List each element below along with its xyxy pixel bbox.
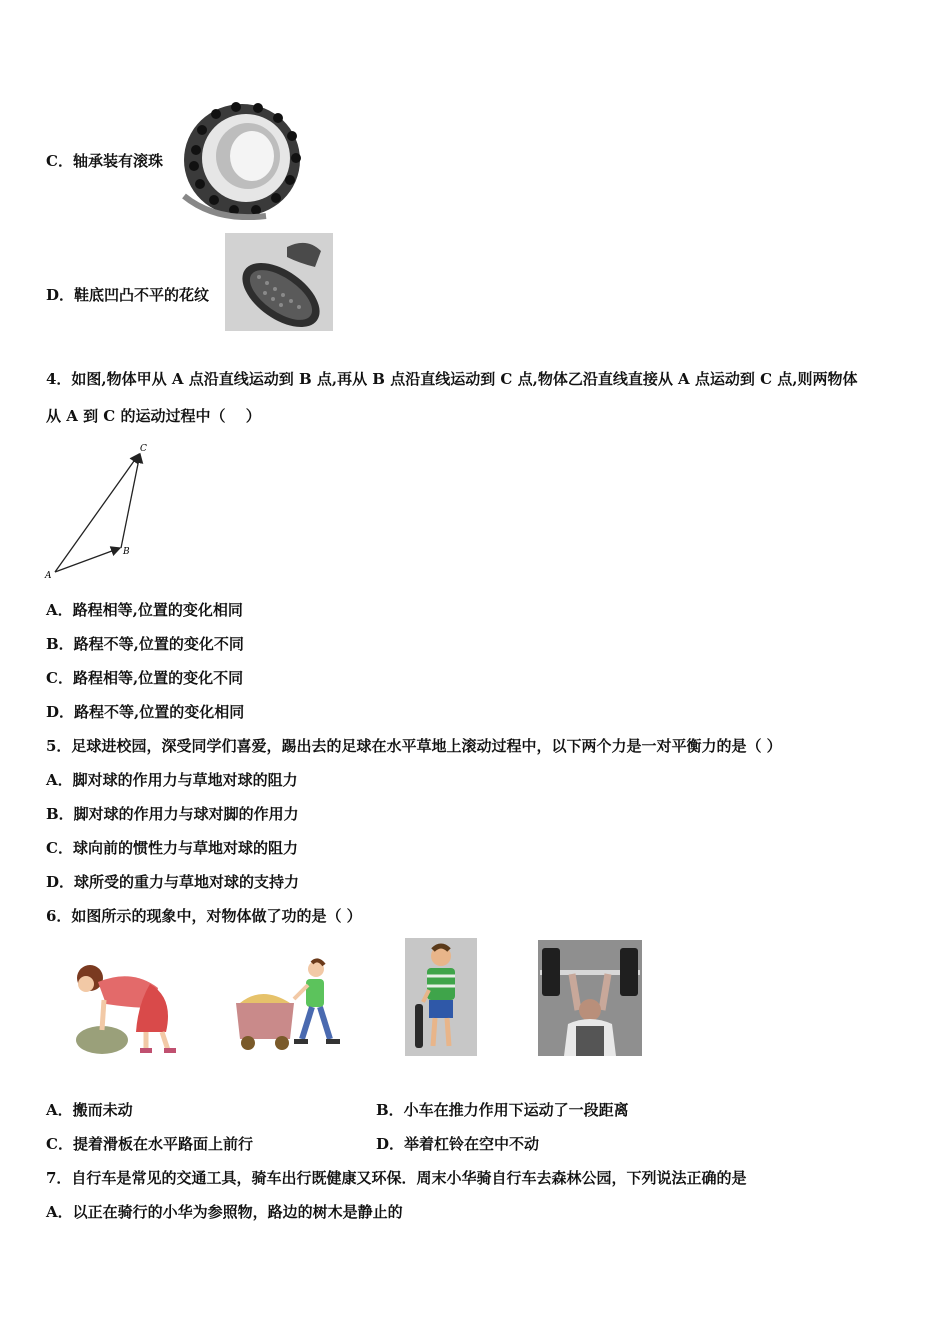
boy-skateboard-image xyxy=(405,938,477,1056)
q4-stem-line1: 4．如图,物体甲从 A 点沿直线运动到 B 点,再从 B 点沿直线运动到 C 点,物体乙沿直线直接从 A 点运动到 C 点,则两物体 xyxy=(46,370,858,388)
path-a-to-b xyxy=(55,548,120,572)
q5-option-d: D．球所受的重力与草地对球的支持力 xyxy=(46,873,300,891)
q5-option-a: A．脚对球的作用力与草地对球的阻力 xyxy=(46,771,298,789)
q3-option-d: D．鞋底凹凸不平的花纹 xyxy=(46,286,210,304)
q4-option-d: D．路程不等,位置的变化相同 xyxy=(46,703,245,721)
shoe-sole-image xyxy=(225,233,333,331)
q3-option-c: C．轴承装有滚珠 xyxy=(46,152,163,170)
label-a: A xyxy=(45,571,52,581)
q7-stem: 7．自行车是常见的交通工具，骑车出行既健康又环保．周末小华骑自行车去森林公园，下列说法正确的是 xyxy=(46,1169,747,1187)
q4-option-c: C．路程相等,位置的变化不同 xyxy=(46,669,244,687)
label-b: B xyxy=(123,547,130,557)
q4-stem-line2: 从 A 到 C 的运动过程中（ ） xyxy=(46,407,261,425)
q4-option-b: B．路程不等,位置的变化不同 xyxy=(46,635,244,653)
bearing-image xyxy=(176,100,304,220)
q5-option-c: C．球向前的惯性力与草地对球的阻力 xyxy=(46,839,298,857)
q6-option-a: A．搬而未动 xyxy=(46,1101,133,1119)
q7-option-a: A．以正在骑行的小华为参照物，路边的树木是静止的 xyxy=(46,1203,403,1221)
label-c: C xyxy=(140,444,147,454)
q5-stem: 5．足球进校园，深受同学们喜爱，踢出去的足球在水平草地上滚动过程中，以下两个力是一对平衡力的是（ ） xyxy=(46,737,782,755)
q6-stem: 6．如图所示的现象中，对物体做了功的是（ ） xyxy=(46,907,362,925)
q5-option-b: B．脚对球的作用力与球对脚的作用力 xyxy=(46,805,299,823)
q6-option-d: D．举着杠铃在空中不动 xyxy=(376,1135,540,1153)
q6-option-c: C．提着滑板在水平路面上前行 xyxy=(46,1135,253,1153)
path-b-to-c xyxy=(121,454,140,548)
push-cart-image xyxy=(232,955,350,1055)
q4-option-a: A．路程相等,位置的变化相同 xyxy=(46,601,243,619)
girl-lifting-image xyxy=(62,948,194,1058)
q6-option-b: B．小车在推力作用下运动了一段距离 xyxy=(376,1101,629,1119)
displacement-diagram xyxy=(40,438,160,583)
weightlifter-image xyxy=(538,940,642,1056)
